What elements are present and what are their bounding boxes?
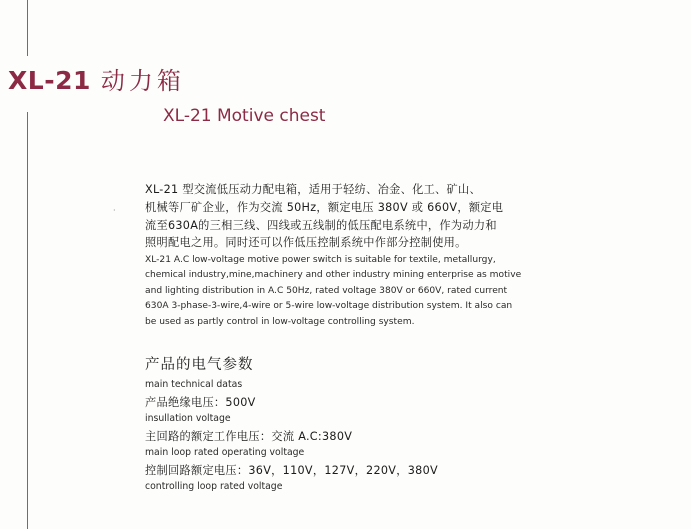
spec-item-cn: 产品绝缘电压：500V: [145, 395, 256, 409]
intro-english-paragraph: [145, 253, 575, 330]
page-title: [8, 64, 185, 98]
intro-chinese-paragraph: [145, 181, 565, 252]
intro-cn-line: 照明配电之用。同时还可以作低压控制系统中作部分控制使用。: [145, 236, 467, 250]
intro-en-line: be used as partly control in low-voltage controlling system.: [145, 316, 415, 327]
scan-mark: ·: [113, 206, 116, 215]
spec-item-en: main loop rated operating voltage: [145, 447, 305, 458]
intro-cn-line: 机械等厂矿企业，作为交流 50Hz，额定电压 380V 或 660V，额定电: [145, 200, 504, 214]
intro-cn-line: 流至630A的三相三线、四线或五线制的低压配电系统中，作为动力和: [145, 218, 497, 232]
spec-item-en: insullation voltage: [145, 413, 231, 424]
specs-heading-en: main technical datas: [145, 379, 243, 390]
title-chinese: 动力箱: [100, 67, 185, 95]
specs-list: [145, 377, 438, 496]
left-frame-rule-top: [27, 0, 28, 56]
intro-en-line: 630A 3-phase-3-wire,4-wire or 5-wire low-voltage distribution system. It also can: [145, 301, 513, 312]
page-subtitle: XL-21 Motive chest: [163, 106, 326, 126]
intro-en-line: XL-21 A.C low-voltage motive power switch is suitable for textile, metallurgy,: [145, 255, 496, 265]
intro-en-line: and lighting distribution in A.C 50Hz, rated voltage 380V or 660V, rated current: [145, 285, 508, 296]
specs-heading: 产品的电气参数: [145, 357, 254, 373]
intro-cn-line: XL-21 型交流低压动力配电箱，适用于轻纺、冶金、化工、矿山、: [145, 183, 482, 196]
spec-item-cn: 主回路的额定工作电压：交流 A.C:380V: [145, 429, 353, 443]
spec-item-en: controlling loop rated voltage: [145, 481, 283, 492]
title-model-code: XL-21: [8, 66, 91, 95]
intro-en-line: chemical industry,mine,machinery and other industry mining enterprise as motive: [145, 270, 522, 281]
left-frame-rule-bottom: [27, 112, 28, 529]
spec-item-cn: 控制回路额定电压：36V，110V，127V，220V，380V: [145, 463, 438, 477]
